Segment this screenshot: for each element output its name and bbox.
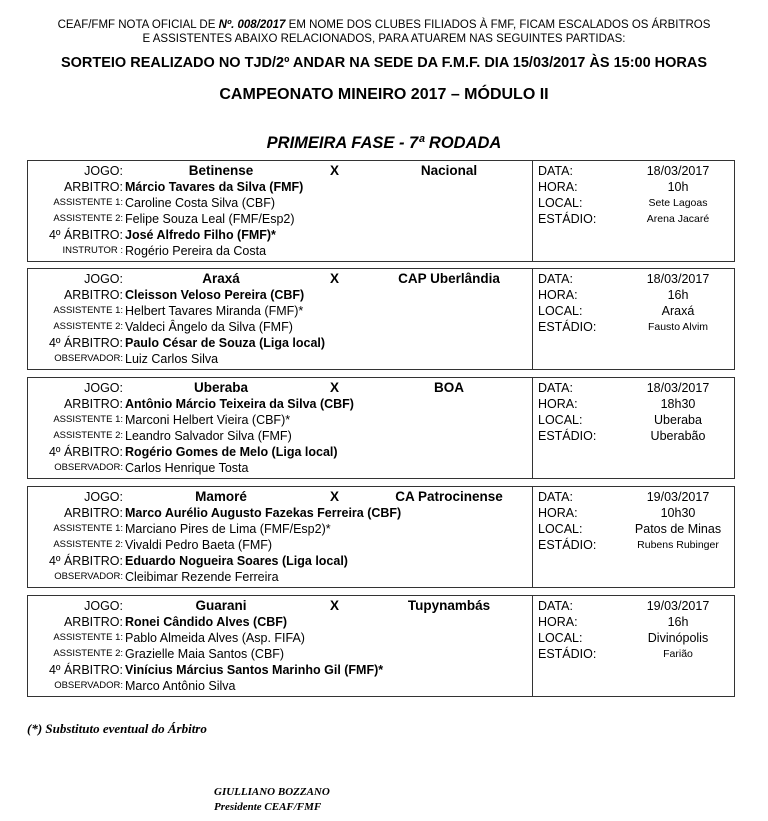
observer: Carlos Henrique Tosta	[125, 461, 249, 475]
assistant-2: Valdeci Ângelo da Silva (FMF)	[125, 320, 293, 334]
label-observer: OBSERVADOR:	[54, 353, 123, 364]
label-assistente-1: ASSISTENTE 1:	[53, 305, 123, 316]
versus: X	[330, 163, 340, 178]
label-assistente-1: ASSISTENTE 1:	[53, 632, 123, 643]
label-quarto-arbitro: 4º ÁRBITRO:	[48, 445, 123, 459]
versus: X	[330, 271, 340, 286]
match-time: 10h	[667, 180, 689, 194]
home-team: Mamoré	[195, 489, 247, 504]
label-data: DATA:	[538, 272, 573, 286]
match-time: 18h30	[660, 397, 696, 411]
label-local: LOCAL:	[538, 631, 583, 645]
observer: Cleibimar Rezende Ferreira	[125, 570, 279, 584]
label-local: LOCAL:	[538, 413, 583, 427]
label-quarto-arbitro: 4º ÁRBITRO:	[48, 554, 123, 568]
label-estadio: ESTÁDIO:	[538, 320, 597, 334]
fourth-official: Paulo César de Souza (Liga local)	[125, 336, 326, 350]
label-jogo: JOGO:	[84, 490, 123, 504]
away-team: CA Patrocinense	[395, 489, 503, 504]
label-estadio: ESTÁDIO:	[538, 429, 597, 443]
match-date: 19/03/2017	[646, 490, 710, 504]
referee: Antônio Márcio Teixeira da Silva (CBF)	[125, 397, 354, 411]
label-assistente-1: ASSISTENTE 1:	[53, 414, 123, 425]
label-jogo: JOGO:	[84, 272, 123, 286]
label-local: LOCAL:	[538, 522, 583, 536]
label-local: LOCAL:	[538, 196, 583, 210]
label-estadio: ESTÁDIO:	[538, 212, 597, 226]
championship-title: CAMPEONATO MINEIRO 2017 – MÓDULO II	[219, 86, 549, 103]
match-date: 18/03/2017	[646, 272, 710, 286]
match-time: 16h	[667, 615, 689, 629]
stadium: Fausto Alvim	[647, 321, 709, 333]
game-block	[27, 595, 735, 697]
assistant-1: Marconi Helbert Vieira (CBF)*	[125, 413, 291, 427]
observer: Luiz Carlos Silva	[125, 352, 219, 366]
label-hora: HORA:	[538, 180, 578, 194]
fourth-official: José Alfredo Filho (FMF)*	[125, 228, 276, 242]
stadium: Arena Jacaré	[646, 213, 710, 225]
label-data: DATA:	[538, 381, 573, 395]
match-city: Patos de Minas	[634, 522, 722, 536]
versus: X	[330, 489, 340, 504]
label-hora: HORA:	[538, 397, 578, 411]
label-assistente-2: ASSISTENTE 2:	[53, 213, 123, 224]
label-arbitro: ARBITRO:	[63, 180, 123, 194]
match-date: 18/03/2017	[646, 381, 710, 395]
label-assistente-2: ASSISTENTE 2:	[53, 648, 123, 659]
match-date: 18/03/2017	[646, 164, 710, 178]
label-assistente-2: ASSISTENTE 2:	[53, 539, 123, 550]
sorteio-line: SORTEIO REALIZADO NO TJD/2º ANDAR NA SEDE DA F.M.F. DIA 15/03/2017 ÀS 15:00 HORAS	[60, 55, 708, 71]
label-local: LOCAL:	[538, 304, 583, 318]
home-team: Betinense	[188, 163, 254, 178]
home-team: Uberaba	[193, 380, 249, 395]
label-hora: HORA:	[538, 288, 578, 302]
label-quarto-arbitro: 4º ÁRBITRO:	[48, 336, 123, 350]
label-hora: HORA:	[538, 615, 578, 629]
header-line-2: E ASSISTENTES ABAIXO RELACIONADOS, PARA ATUAREM NAS SEGUINTES PARTIDAS:	[142, 33, 626, 45]
label-observer: OBSERVADOR:	[54, 680, 123, 691]
label-data: DATA:	[538, 164, 573, 178]
label-jogo: JOGO:	[84, 599, 123, 613]
away-team: CAP Uberlândia	[398, 271, 500, 286]
versus: X	[330, 598, 340, 613]
label-jogo: JOGO:	[84, 164, 123, 178]
away-team: BOA	[434, 380, 464, 395]
game-block	[27, 268, 735, 370]
referee: Marco Aurélio Augusto Fazekas Ferreira (CBF)	[125, 506, 402, 520]
match-time: 16h	[667, 288, 689, 302]
label-assistente-1: ASSISTENTE 1:	[53, 197, 123, 208]
referee: Márcio Tavares da Silva (FMF)	[125, 180, 304, 194]
label-arbitro: ARBITRO:	[63, 615, 123, 629]
versus: X	[330, 380, 340, 395]
assistant-2: Leandro Salvador Silva (FMF)	[125, 429, 292, 443]
nota-number: Nº. 008/2017	[218, 19, 286, 31]
assistant-1: Helbert Tavares Miranda (FMF)*	[125, 304, 304, 318]
label-observer: INSTRUTOR :	[62, 245, 123, 256]
game-block	[27, 160, 735, 262]
match-time: 10h30	[660, 506, 696, 520]
game-block	[27, 377, 735, 479]
label-observer: OBSERVADOR:	[54, 462, 123, 473]
stadium: Farião	[663, 648, 693, 660]
label-estadio: ESTÁDIO:	[538, 538, 597, 552]
assistant-1: Pablo Almeida Alves (Asp. FIFA)	[125, 631, 305, 645]
stadium: Uberabão	[650, 429, 706, 443]
home-team: Guarani	[195, 598, 247, 613]
label-quarto-arbitro: 4º ÁRBITRO:	[48, 228, 123, 242]
label-jogo: JOGO:	[84, 381, 123, 395]
label-assistente-2: ASSISTENTE 2:	[53, 321, 123, 332]
label-assistente-2: ASSISTENTE 2:	[53, 430, 123, 441]
away-team: Tupynambás	[407, 598, 491, 613]
label-observer: OBSERVADOR:	[54, 571, 123, 582]
away-team: Nacional	[420, 163, 478, 178]
match-date: 19/03/2017	[646, 599, 710, 613]
match-city: Divinópolis	[647, 631, 709, 645]
label-hora: HORA:	[538, 506, 578, 520]
referee: Ronei Cândido Alves (CBF)	[125, 615, 288, 629]
fourth-official: Rogério Gomes de Melo (Liga local)	[125, 445, 338, 459]
signature-name: GIULLIANO BOZZANO	[214, 786, 330, 798]
game-block	[27, 486, 735, 588]
assistant-2: Felipe Souza Leal (FMF/Esp2)	[125, 212, 295, 226]
fourth-official: Vinícius Március Santos Marinho Gil (FMF)*	[125, 663, 384, 677]
match-city: Uberaba	[654, 413, 702, 427]
referee: Cleisson Veloso Pereira (CBF)	[125, 288, 305, 302]
observer: Marco Antônio Silva	[125, 679, 236, 693]
assistant-2: Grazielle Maia Santos (CBF)	[125, 647, 285, 661]
label-assistente-1: ASSISTENTE 1:	[53, 523, 123, 534]
label-arbitro: ARBITRO:	[63, 506, 123, 520]
label-quarto-arbitro: 4º ÁRBITRO:	[48, 663, 123, 677]
label-estadio: ESTÁDIO:	[538, 647, 597, 661]
phase-title: PRIMEIRA FASE - 7ª RODADA	[266, 134, 502, 152]
label-data: DATA:	[538, 599, 573, 613]
header-line-1: CEAF/FMF NOTA OFICIAL DE Nº. 008/2017 EM NOME DOS CLUBES FILIADOS À FMF, FICAM ESCALADOS OS ÁRBITROS	[57, 19, 711, 31]
home-team: Araxá	[202, 271, 240, 286]
fourth-official: Eduardo Nogueira Soares (Liga local)	[125, 554, 348, 568]
footnote: (*) Substituto eventual do Árbitro	[27, 721, 207, 736]
match-city: Araxá	[661, 304, 695, 318]
label-arbitro: ARBITRO:	[63, 288, 123, 302]
assistant-1: Caroline Costa Silva (CBF)	[125, 196, 276, 210]
label-arbitro: ARBITRO:	[63, 397, 123, 411]
observer: Rogério Pereira da Costa	[125, 244, 267, 258]
assistant-2: Vivaldi Pedro Baeta (FMF)	[125, 538, 273, 552]
match-city: Sete Lagoas	[648, 197, 708, 209]
stadium: Rubens Rubinger	[637, 539, 719, 551]
signature-title: Presidente CEAF/FMF	[214, 801, 322, 813]
assistant-1: Marciano Pires de Lima (FMF/Esp2)*	[125, 522, 331, 536]
header-notice	[0, 18, 768, 46]
label-data: DATA:	[538, 490, 573, 504]
